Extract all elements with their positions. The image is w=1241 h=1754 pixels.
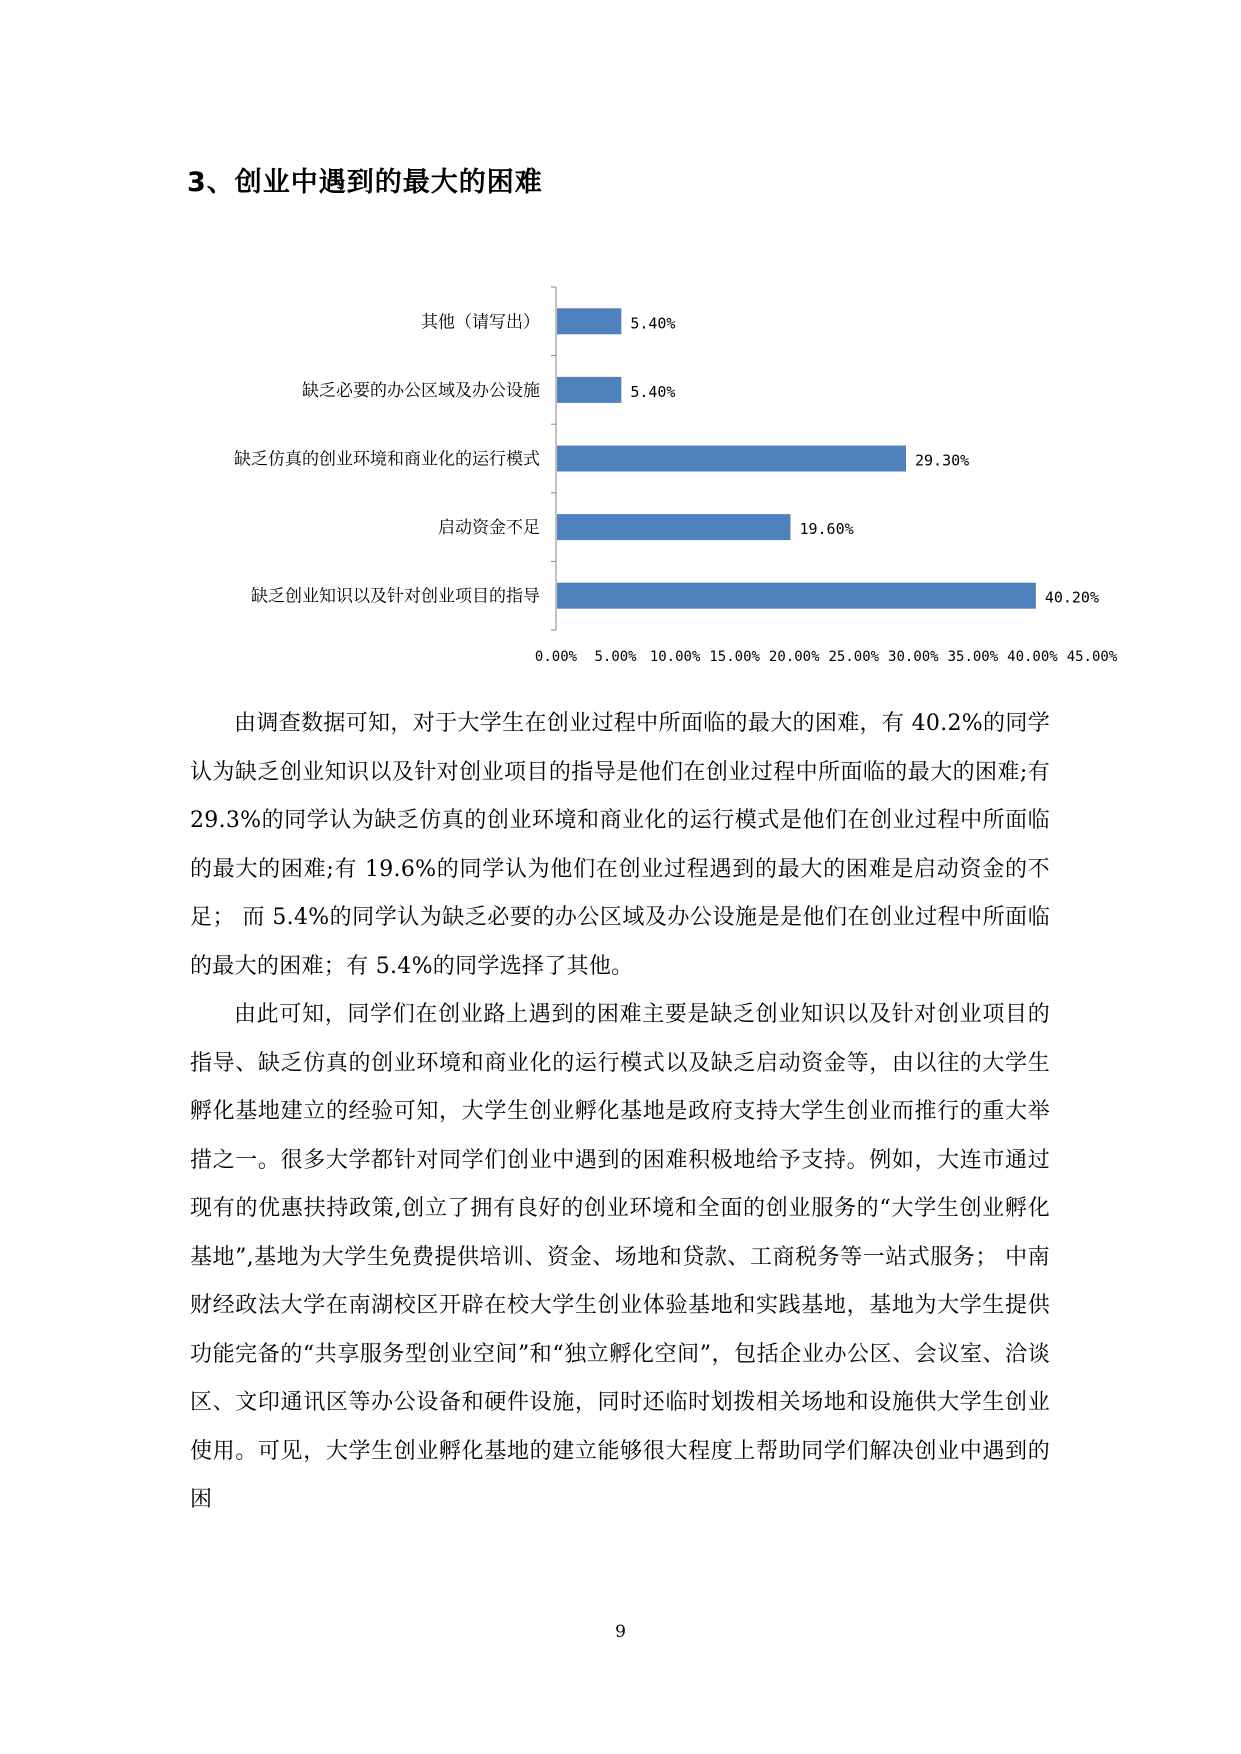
x-tick-label: 15.00% <box>709 649 760 665</box>
x-tick-label: 10.00% <box>649 649 701 665</box>
value-label: 40.20% <box>1044 588 1100 607</box>
x-tick-label: 5.00% <box>594 649 637 665</box>
page-number: 9 <box>615 1622 626 1642</box>
value-label: 5.40% <box>630 382 676 401</box>
value-label: 5.40% <box>630 314 676 333</box>
x-tick-label: 0.00% <box>534 649 578 665</box>
category-label: 缺乏仿真的创业环境和商业化的运行模式 <box>234 449 540 470</box>
value-label: 29.30% <box>914 451 970 470</box>
section-heading: 3、创业中遇到的最大的困难 <box>187 167 543 198</box>
bar <box>557 308 621 334</box>
category-label: 其他（请写出） <box>421 312 540 333</box>
x-tick-label: 45.00% <box>1066 649 1118 665</box>
bar <box>557 583 1036 609</box>
x-tick-label: 30.00% <box>888 649 939 665</box>
bar <box>557 377 621 403</box>
x-tick-label: 20.00% <box>768 649 820 665</box>
paragraph-1: 由调查数据可知，对于大学生在创业过程中所面临的最大的困难，有 40.2%的同学认为缺乏创业知识以及针对创业项目的指导是他们在创业过程中所面临的最大的困难;有 29.3%的同学认为缺乏仿真的创业环境和商业化的运行模式是他们在创业过程中所面临的最大的困难;有 19.6%的同学认为他们在创业过程遇到的最大的困难是启动资金的不足； 而 5.4%的同学认为缺乏必要的办公区域及办公设施是是他们在创业过程中所面临的最大的困难；有 5.4%的同学选择了其他。 <box>190 711 1050 979</box>
bar <box>557 446 906 472</box>
category-label: 缺乏必要的办公区域及办公设施 <box>302 380 540 401</box>
x-tick-label: 35.00% <box>947 649 999 665</box>
x-tick-label: 25.00% <box>828 649 880 665</box>
paragraph-2: 由此可知，同学们在创业路上遇到的困难主要是缺乏创业知识以及针对创业项目的指导、缺乏仿真的创业环境和商业化的运行模式以及缺乏启动资金等，由以往的大学生孵化基地建立的经验可知，大学生创业孵化基地是政府支持大学生创业而推行的重大举措之一。很多大学都针对同学们创业中遇到的困难积极地给予支持。例如，大连市通过现有的优惠扶持政策,创立了拥有良好的创业环境和全面的创业服务的“大学生创业孵化基地”,基地为大学生免费提供培训、资金、场地和贷款、工商税务等一站式服务； 中南财经政法大学在南湖校区开辟在校大学生创业体验基地和实践基地，基地为大学生提供功能完备的“共享服务型创业空间”和“独立孵化空间”，包括企业办公区、会议室、洽谈区、文印通讯区等办公设备和硬件设施，同时还临时划拨相关场地和设施供大学生创业使用。可见，大学生创业孵化基地的建立能够很大程度上帮助同学们解决创业中遇到的困 <box>190 1002 1050 1512</box>
x-tick-label: 40.00% <box>1007 649 1058 665</box>
bar-chart <box>0 0 1241 700</box>
category-label: 缺乏创业知识以及针对创业项目的指导 <box>251 586 540 607</box>
bar <box>557 514 790 540</box>
body-text <box>190 700 1050 1525</box>
category-label: 启动资金不足 <box>438 518 540 539</box>
value-label: 19.60% <box>799 520 854 539</box>
